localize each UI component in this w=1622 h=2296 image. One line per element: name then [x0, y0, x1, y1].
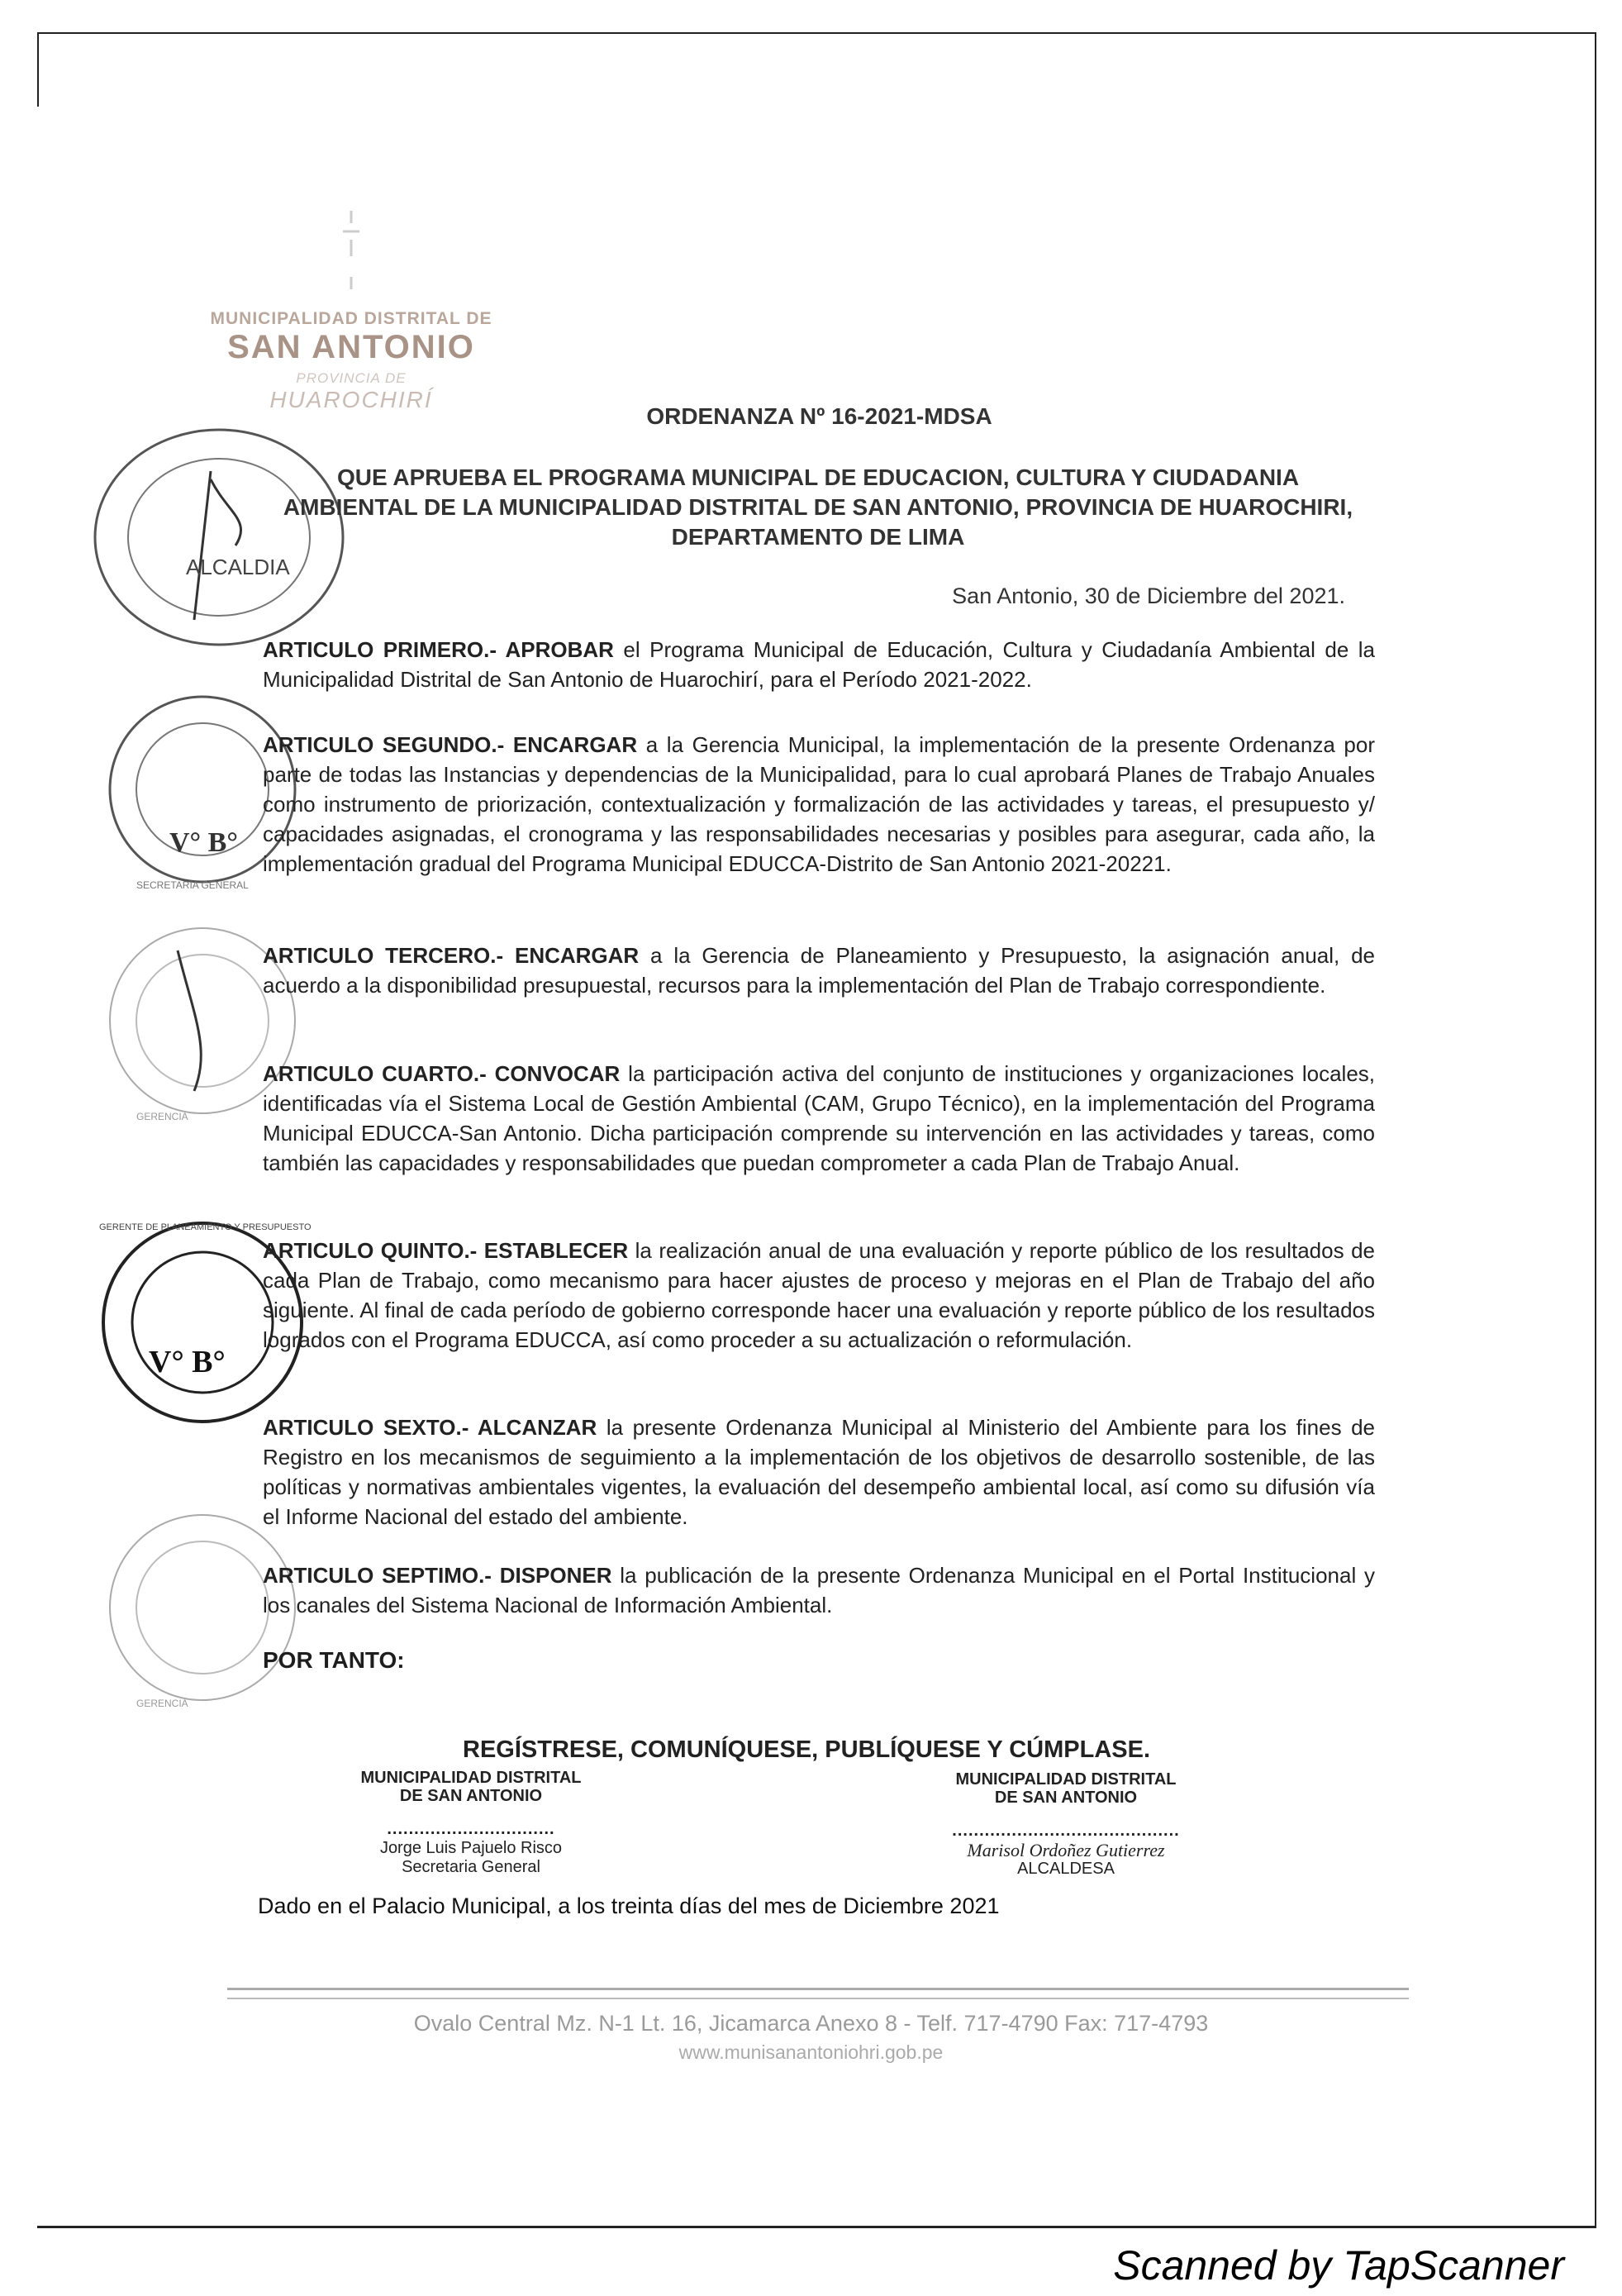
stamp-label: GERENCIA: [136, 1111, 188, 1122]
footer-divider: [227, 1988, 1409, 1990]
signature-line: ...............................: [387, 1820, 555, 1838]
page-border-left: [37, 32, 39, 107]
signature-secretary: [306, 1769, 636, 1877]
municipality-logo: [202, 207, 500, 413]
article-4: [263, 1059, 1375, 1178]
article-5: [263, 1236, 1375, 1355]
article-text: a la Gerencia Municipal, la implementación de la presente Ordenanza por parte de todas las Instancias y dependencias de la Municipalidad, para lo cual aprobará Planes de Trabajo Anuales como instrumento de priorización, contextualización y formalización de las actividades y tareas, el presupuesto y/ capacidades asignadas, el cronograma y las responsabilidades necesarias y posibles para asegurar, cada año, la implementación gradual del Programa Municipal EDUCCA-Distrito de San Antonio 2021-20221.: [263, 732, 1375, 876]
article-text: la presente Ordenanza Municipal al Ministerio del Ambiente para los fines de Registro en los mecanismos de seguimiento a la implementación de los objetivos de desarrollo sostenible, de las políticas y normativas ambientales vigentes, la evaluación del desempeño ambiental local, así como su difusión vía el Informe Nacional del estado del ambiente.: [263, 1415, 1376, 1529]
article-heading: ARTICULO PRIMERO.- APROBAR: [263, 637, 614, 662]
article-heading: ARTICULO TERCERO.- ENCARGAR: [263, 943, 640, 968]
ordinance-subtitle: QUE APRUEBA EL PROGRAMA MUNICIPAL DE EDUCACION, CULTURA Y CIUDADANIA AMBIENTAL DE LA MUNICIPALIDAD DISTRITAL DE SAN ANTONIO, PROVINCIA DE HUAROCHIRI, DEPARTAMENTO DE LIMA: [283, 464, 1353, 550]
page-border-bottom: [37, 2226, 1596, 2228]
closing-formula: REGÍSTRESE, COMUNÍQUESE, PUBLÍQUESE Y CÚMPLASE.: [463, 1736, 1151, 1763]
article-heading: ARTICULO SEXTO.- ALCANZAR: [263, 1415, 597, 1440]
sig-stamp-line2: DE SAN ANTONIO: [994, 1789, 1138, 1807]
article-text: a la Gerencia de Planeamiento y Presupuesto, la asignación anual, de acuerdo a la disponibilidad presupuestal, recursos para la implementación del Plan de Trabajo correspondiente.: [263, 943, 1375, 998]
ordinance-title: ORDENANZA Nº 16-2021-MDSA: [646, 403, 992, 429]
article-heading: ARTICULO CUARTO.- CONVOCAR: [263, 1061, 621, 1086]
stamp-vb: V° B°: [149, 1345, 226, 1379]
given-at-text: Dado en el Palacio Municipal, a los treinta días del mes de Diciembre 2021: [258, 1893, 1000, 1918]
crest-icon: [326, 207, 376, 298]
stamp-vb: V° B°: [169, 827, 238, 858]
signatory-name: Marisol Ordoñez Gutierrez: [967, 1840, 1165, 1860]
sig-stamp-line2: DE SAN ANTONIO: [399, 1787, 543, 1805]
stamp-label: ALCALDIA: [186, 555, 290, 579]
sig-stamp-line1: MUNICIPALIDAD DISTRITAL: [360, 1769, 582, 1787]
article-heading: ARTICULO SEPTIMO.- DISPONER: [263, 1563, 612, 1588]
stamp-label: GERENCIA: [136, 1698, 188, 1709]
signature-line: ..........................................: [952, 1822, 1180, 1840]
article-2: [263, 730, 1375, 879]
article-heading: ARTICULO SEGUNDO.- ENCARGAR: [263, 732, 638, 757]
stamp-label: GERENTE DE PLANEAMIENTO Y PRESUPUESTO: [99, 1222, 312, 1232]
logo-line1: MUNICIPALIDAD DISTRITAL DE: [210, 309, 492, 328]
article-text: la participación activa del conjunto de instituciones y organizaciones locales, identificadas vía el Sistema Local de Gestión Ambiental (CAM, Grupo Técnico), en la implementación del Programa Municipal EDUCCA-San Antonio. Dicha participación comprende su intervención en las actividades y tareas, como también las capacidades y responsabilidades que puedan comprometer a cada Plan de Trabajo Anual.: [263, 1061, 1376, 1175]
page-border-right: [1595, 32, 1596, 2227]
article-heading: ARTICULO QUINTO.- ESTABLECER: [263, 1238, 629, 1263]
article-3: [263, 941, 1375, 1000]
footer-website: www.munisanantoniohri.gob.pe: [678, 2041, 944, 2063]
stamp-label: SECRETARIA GENERAL: [136, 879, 249, 891]
signatory-role: Secretaria General: [402, 1858, 540, 1876]
article-1: [263, 635, 1375, 694]
article-7: [263, 1560, 1375, 1620]
sig-stamp-line1: MUNICIPALIDAD DISTRITAL: [955, 1770, 1177, 1789]
document-date: San Antonio, 30 de Diciembre del 2021.: [952, 584, 1345, 608]
page-border-top: [37, 32, 1596, 34]
logo-line2: SAN ANTONIO: [227, 329, 475, 365]
scanner-watermark: Scanned by TapScanner: [1113, 2242, 1564, 2289]
article-6: [263, 1412, 1375, 1531]
por-tanto: POR TANTO:: [263, 1647, 405, 1673]
signatory-name: Jorge Luis Pajuelo Risco: [379, 1839, 563, 1857]
footer-divider: [227, 1998, 1409, 1999]
article-text: la realización anual de una evaluación y reporte público de los resultados de cada Plan de Trabajo, como mecanismo para hacer ajustes de proceso y mejoras en el Plan de Trabajo del año siguiente. Al final de cada período de gobierno corresponde hacer una evaluación y reporte público de los resultados logrados con el Programa EDUCCA, así como proceder a su actualización o reformulación.: [263, 1238, 1376, 1352]
signature-mayor: [892, 1770, 1239, 1879]
footer-address: Ovalo Central Mz. N-1 Lt. 16, Jicamarca Anexo 8 - Telf. 717-4790 Fax: 717-4793: [413, 2011, 1209, 2036]
logo-line4: HUAROCHIRÍ: [269, 387, 433, 412]
logo-line3: PROVINCIA DE: [296, 370, 407, 386]
signatory-role: ALCALDESA: [1017, 1860, 1115, 1878]
article-text: la publicación de la presente Ordenanza Municipal en el Portal Institucional y los canales del Sistema Nacional de Información Ambiental.: [263, 1563, 1375, 1617]
article-text: el Programa Municipal de Educación, Cultura y Ciudadanía Ambiental de la Municipalidad Distrital de San Antonio de Huarochirí, para el Período 2021-2022.: [263, 637, 1375, 692]
